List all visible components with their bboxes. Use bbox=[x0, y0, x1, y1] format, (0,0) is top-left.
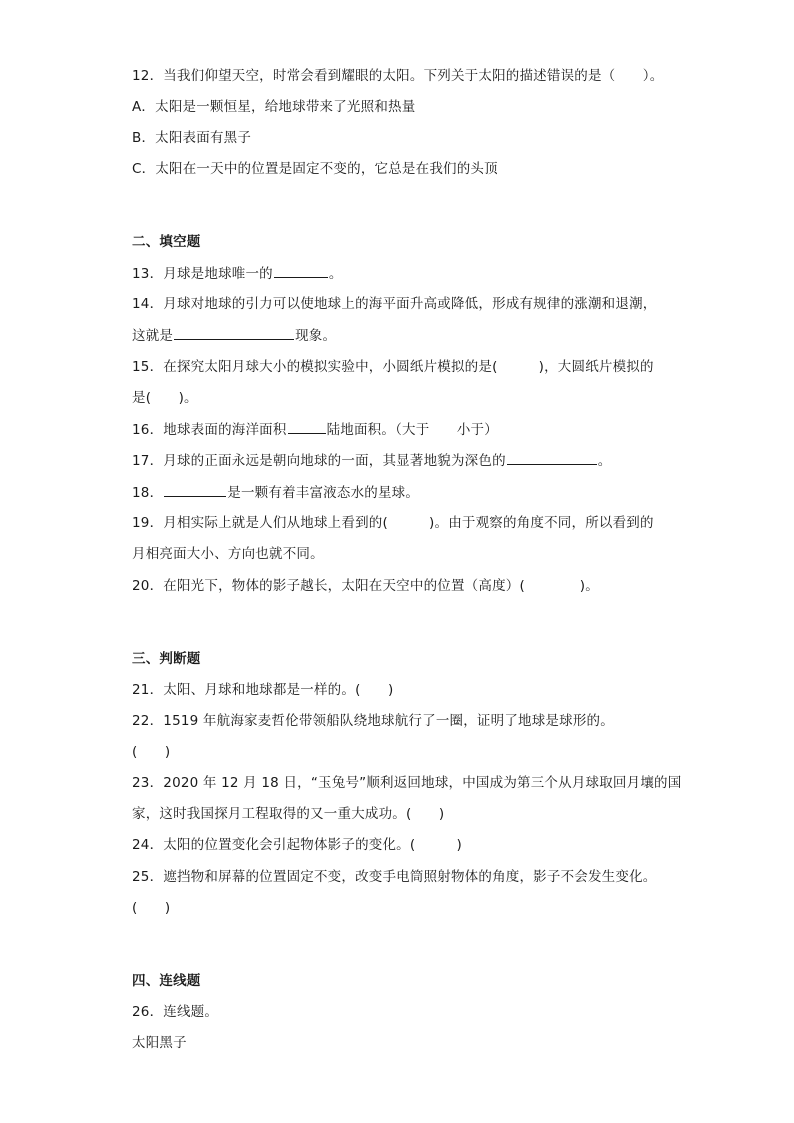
question-13-text: 13．月球是地球唯一的 bbox=[132, 266, 273, 282]
question-15-line-1: 15．在探究太阳月球大小的模拟实验中，小圆纸片模拟的是( )，大圆纸片模拟的 bbox=[132, 359, 654, 375]
section-heading-fill-blank: 二、填空题 bbox=[132, 234, 201, 250]
section-heading-judge: 三、判断题 bbox=[132, 651, 201, 667]
question-21: 21．太阳、月球和地球都是一样的。( ) bbox=[132, 682, 394, 698]
question-16 bbox=[132, 419, 498, 440]
question-17-blank[interactable] bbox=[507, 450, 597, 465]
question-12-option-b: B．太阳表面有黑子 bbox=[132, 130, 252, 146]
question-19-line-2: 月相亮面大小、方向也就不同。 bbox=[132, 546, 324, 562]
question-12-option-a: A．太阳是一颗恒星，给地球带来了光照和热量 bbox=[132, 99, 416, 115]
question-26: 26．连线题。 bbox=[132, 1004, 219, 1020]
question-13-end: 。 bbox=[328, 266, 343, 282]
question-23-line-1: 23．2020 年 12 月 18 日，“玉兔号”顺利返回地球，中国成为第三个从月球取回月壤的国 bbox=[132, 775, 682, 791]
question-17 bbox=[132, 450, 611, 471]
question-12-option-c: C．太阳在一天中的位置是固定不变的，它总是在我们的头顶 bbox=[132, 161, 498, 177]
question-14-line-2 bbox=[132, 325, 336, 346]
question-13-blank[interactable] bbox=[274, 263, 328, 278]
question-16-text: 16．地球表面的海洋面积 bbox=[132, 422, 287, 438]
question-25-line-1: 25．遮挡物和屏幕的位置固定不变，改变手电筒照射物体的角度，影子不会发生变化。 bbox=[132, 869, 657, 885]
question-25-line-2: ( ) bbox=[132, 900, 171, 916]
question-22-line-1: 22．1519 年航海家麦哲伦带领船队绕地球航行了一圈，证明了地球是球形的。 bbox=[132, 713, 614, 729]
question-18-text: 是一颗有着丰富液态水的星球。 bbox=[227, 485, 420, 501]
question-18-number: 18． bbox=[132, 485, 164, 501]
question-12-stem: 12．当我们仰望天空，时常会看到耀眼的太阳。下列关于太阳的描述错误的是（ ）。 bbox=[132, 68, 664, 84]
section-heading-matching: 四、连线题 bbox=[132, 973, 201, 989]
question-22-line-2: ( ) bbox=[132, 744, 171, 760]
question-14-text: 这就是 bbox=[132, 328, 174, 344]
question-17-end: 。 bbox=[597, 453, 612, 469]
question-14-blank[interactable] bbox=[174, 325, 294, 340]
question-13 bbox=[132, 263, 343, 284]
question-16-end: 陆地面积。（大于 小于） bbox=[326, 422, 498, 438]
question-14-end: 现象。 bbox=[295, 328, 337, 344]
question-15-line-2: 是( )。 bbox=[132, 390, 198, 406]
question-17-text: 17．月球的正面永远是朝向地球的一面，其显著地貌为深色的 bbox=[132, 453, 506, 469]
question-19-line-1: 19．月相实际上就是人们从地球上看到的( )。由于观察的角度不同，所以看到的 bbox=[132, 515, 654, 531]
question-24: 24．太阳的位置变化会引起物体影子的变化。( ) bbox=[132, 837, 462, 853]
question-16-blank[interactable] bbox=[288, 419, 326, 434]
question-14-line-1: 14．月球对地球的引力可以使地球上的海平面升高或降低，形成有规律的涨潮和退潮， bbox=[132, 296, 657, 312]
question-18 bbox=[132, 482, 419, 503]
question-20: 20．在阳光下，物体的影子越长，太阳在天空中的位置（高度）( )。 bbox=[132, 578, 599, 594]
matching-item-sunspot: 太阳黑子 bbox=[132, 1035, 187, 1051]
question-23-line-2: 家，这时我国探月工程取得的又一重大成功。( ) bbox=[132, 806, 445, 822]
question-18-blank[interactable] bbox=[164, 482, 226, 497]
